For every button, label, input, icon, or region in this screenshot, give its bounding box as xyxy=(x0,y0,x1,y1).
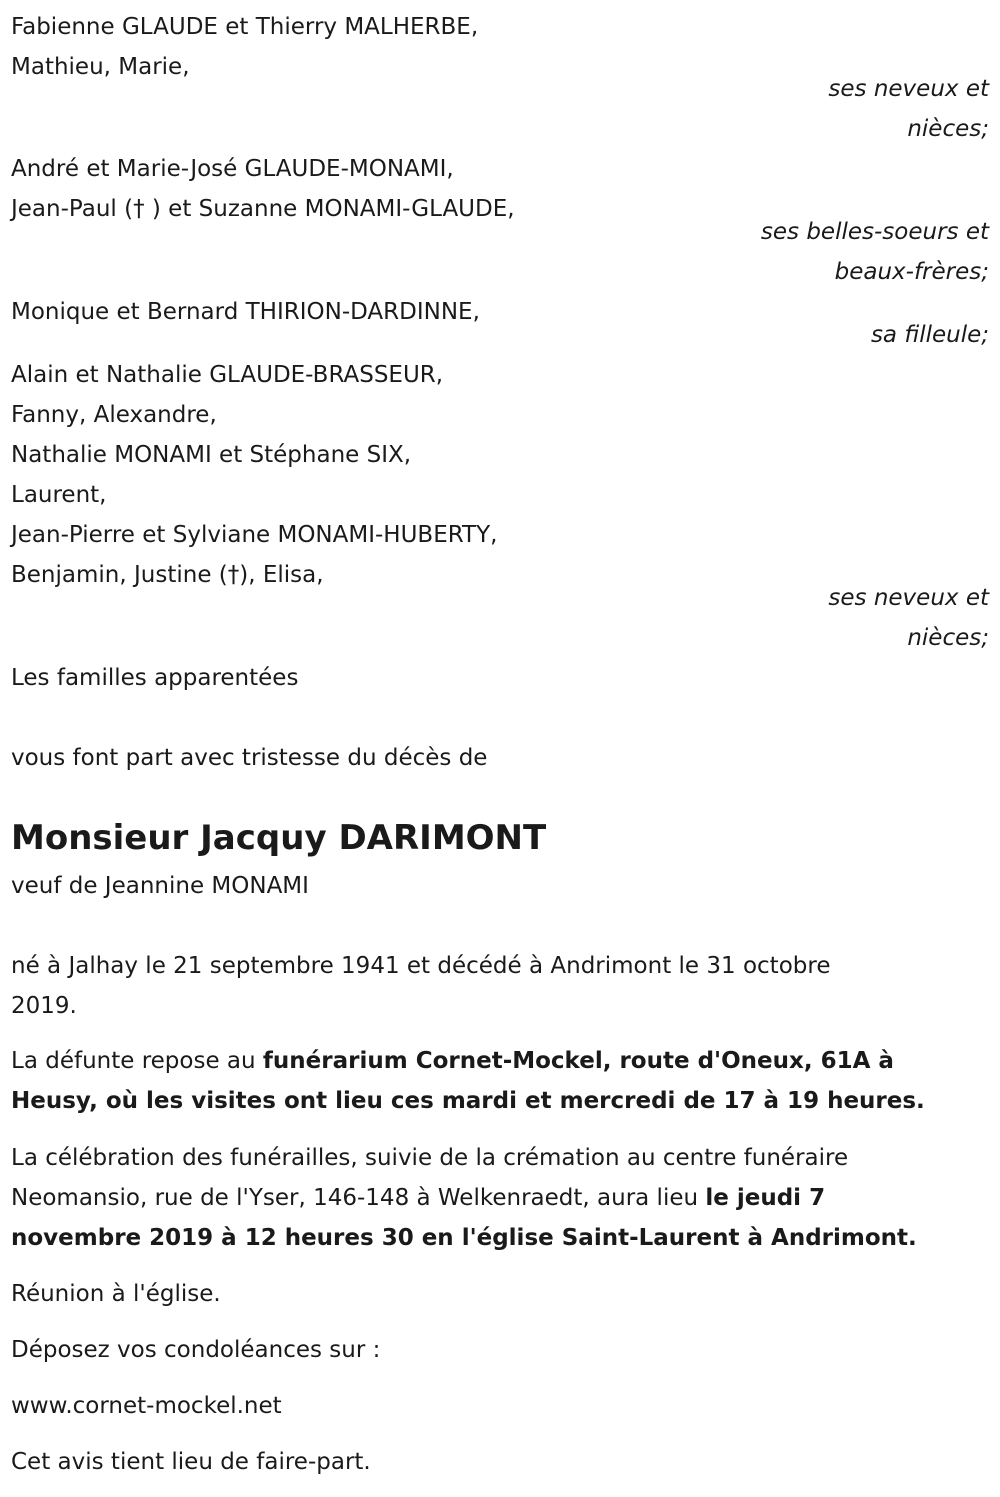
ceremony-line: La célébration des funérailles, suivie de la crémation au centre funéraire xyxy=(11,1145,849,1171)
family-line: Mathieu, Marie, xyxy=(11,54,190,80)
family-line: Alain et Nathalie GLAUDE-BRASSEUR, xyxy=(11,362,444,388)
relation-label: beaux-frères; xyxy=(834,259,989,285)
birth-death-line: né à Jalhay le 21 septembre 1941 et décédé à Andrimont le 31 octobre xyxy=(11,953,831,979)
repose-location: funérarium Cornet-Mockel, route d'Oneux, 61A à xyxy=(262,1048,894,1074)
reunion-line: Réunion à l'église. xyxy=(11,1281,221,1307)
ceremony-line xyxy=(11,1178,825,1218)
spouse-line: veuf de Jeannine MONAMI xyxy=(11,873,309,899)
family-line: Nathalie MONAMI et Stéphane SIX, xyxy=(11,442,412,468)
announcement: vous font part avec tristesse du décès de xyxy=(11,745,488,771)
ceremony-text: Neomansio, rue de l'Yser, 146-148 à Welkenraedt, aura lieu xyxy=(11,1185,706,1211)
family-line: Fanny, Alexandre, xyxy=(11,402,217,428)
ceremony-date: le jeudi 7 xyxy=(705,1185,826,1211)
repose-prefix: La défunte repose au xyxy=(11,1048,263,1074)
birth-death-line: 2019. xyxy=(11,993,77,1019)
relation-label: ses neveux et xyxy=(828,76,989,102)
relation-label: nièces; xyxy=(907,116,989,142)
deceased-name: Monsieur Jacquy DARIMONT xyxy=(11,818,547,858)
family-line: Monique et Bernard THIRION-DARDINNE, xyxy=(11,299,480,325)
repose-visits: Heusy, où les visites ont lieu ces mardi et mercredi de 17 à 19 heures. xyxy=(11,1088,925,1114)
closing-line: Cet avis tient lieu de faire-part. xyxy=(11,1449,371,1475)
families-line: Les familles apparentées xyxy=(11,665,299,691)
family-line: André et Marie-José GLAUDE-MONAMI, xyxy=(11,156,454,182)
family-line: Benjamin, Justine (†), Elisa, xyxy=(11,562,324,588)
relation-label: nièces; xyxy=(907,625,989,651)
relation-label: ses belles-soeurs et xyxy=(760,219,989,245)
family-line: Laurent, xyxy=(11,482,107,508)
family-line: Jean-Paul († ) et Suzanne MONAMI-GLAUDE, xyxy=(11,196,515,222)
family-line: Jean-Pierre et Sylviane MONAMI-HUBERTY, xyxy=(11,522,498,548)
family-line: Fabienne GLAUDE et Thierry MALHERBE, xyxy=(11,14,479,40)
relation-label: ses neveux et xyxy=(828,585,989,611)
ceremony-date-place: novembre 2019 à 12 heures 30 en l'église Saint-Laurent à Andrimont. xyxy=(11,1225,917,1251)
relation-label: sa filleule; xyxy=(870,322,989,348)
repose-line xyxy=(11,1041,894,1081)
condolences-line: Déposez vos condoléances sur : xyxy=(11,1337,381,1363)
website-link[interactable]: www.cornet-mockel.net xyxy=(11,1393,282,1419)
